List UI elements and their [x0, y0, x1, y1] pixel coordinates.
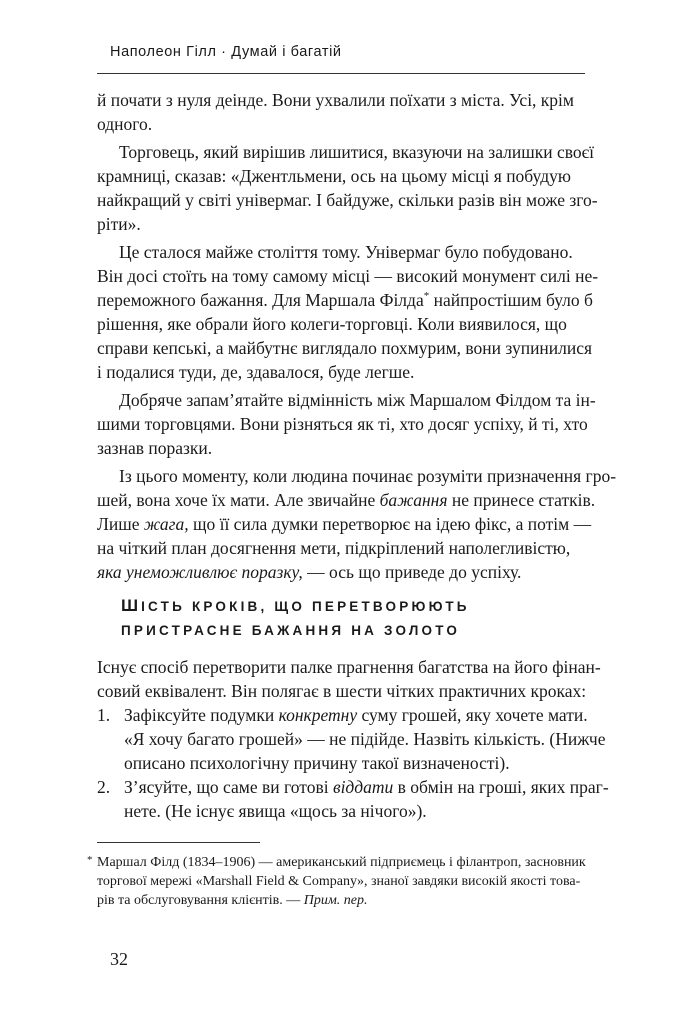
text-line: Він досі стоїть на тому самому місці — високий монумент силі не-	[97, 266, 599, 286]
text-line: рішення, яке обрали його колеги-торговці. Коли виявилося, що	[97, 314, 567, 334]
text-line: Добряче запам’ятайте відмінність між Маршалом Філдом та ін-	[119, 390, 596, 410]
text-segment: найпростішим було б	[433, 290, 593, 310]
text-line: справи кепські, а майбутнє виглядало похмурим, вони зупинилися	[97, 338, 593, 358]
section-heading	[121, 594, 470, 643]
emphasis: бажання	[379, 490, 448, 510]
text-segment: рів та обслуговування клієнтів. —	[97, 893, 301, 908]
running-header: Наполеон Гілл · Думай і багатій	[110, 44, 342, 60]
header-rule	[97, 73, 585, 74]
emphasis: віддати	[332, 777, 394, 797]
text-line	[97, 488, 596, 512]
text-line	[124, 776, 609, 800]
text-line: найкращий у світі універмаг. І байдуже, скільки разів він може зго-	[97, 190, 598, 210]
text-line	[97, 512, 592, 536]
text-segment: суму грошей, яку хочете мати.	[361, 705, 588, 725]
list-number: 2.	[97, 777, 111, 797]
text-line: Це сталося майже століття тому. Універмаг було побудовано.	[119, 242, 573, 262]
list-item	[97, 776, 609, 824]
footnote-rule	[97, 842, 260, 843]
list-item	[97, 704, 606, 776]
footnote-marker: *	[423, 290, 430, 302]
text-line: «Я хочу багато грошей» — не підійде. Назвіть кількість. (Нижче	[124, 729, 606, 749]
text-line: описано психологічну причину такої визначеності).	[124, 753, 510, 773]
text-segment: в обмін на гроші, яких праг-	[397, 777, 609, 797]
text-segment: — ось що приведе до успіху.	[307, 562, 522, 582]
main-text	[97, 88, 617, 584]
section-text	[97, 656, 609, 824]
text-line: шими торговцями. Вони різняться як ті, хто досяг успіху, й ті, хто	[97, 414, 588, 434]
text-line: Торговець, який вирішив лишитися, вказуючи на залишки своєї	[119, 142, 594, 162]
text-segment: Лише	[97, 514, 140, 534]
heading-line: ПРИСТРАСНЕ БАЖАННЯ НА ЗОЛОТО	[121, 623, 461, 638]
emphasis: конкретну	[278, 705, 358, 725]
footnote-line	[97, 891, 597, 910]
text-segment: не принесе статків.	[451, 490, 596, 510]
text-line: крамниці, сказав: «Джентльмени, ось на цьому місці я побудую	[97, 166, 571, 186]
footnote-line: торгової мережі «Marshall Field & Company», знаної завдяки високій якості това-	[97, 874, 581, 889]
text-line: совий еквівалент. Він полягає в шести чітких практичних кроках:	[97, 681, 587, 701]
footnote-line: Маршал Філд (1834–1906) — американський підприємець і філантроп, засновник	[97, 855, 586, 870]
text-line: Із цього моменту, коли людина починає розуміти призначення гро-	[119, 466, 617, 486]
text-segment: що її сила думки перетворює на ідею фікс, а потім —	[192, 514, 592, 534]
text-segment: З’ясуйте, що саме ви готові	[124, 777, 329, 797]
text-line	[97, 288, 593, 312]
list-number: 1.	[97, 705, 111, 725]
text-segment: переможного бажання. Для Маршала Філда	[97, 290, 424, 310]
text-line: ріти».	[97, 214, 141, 234]
heading-initial: Ш	[121, 596, 142, 615]
text-line: і подалися туди, де, здавалося, буде легше.	[97, 362, 415, 382]
text-segment: Зафіксуйте подумки	[124, 705, 275, 725]
heading-text: ІСТЬ КРОКІВ, ЩО ПЕРЕТВОРЮЮТЬ	[141, 599, 470, 614]
text-line: зазнав поразки.	[97, 438, 213, 458]
emphasis: Прим. пер.	[303, 893, 368, 908]
emphasis: жага,	[143, 514, 189, 534]
text-line: й почати з нуля деінде. Вони ухвалили поїхати з міста. Усі, крім	[97, 90, 574, 110]
text-line: Існує спосіб перетворити палке прагнення багатства на його фінан-	[97, 657, 601, 677]
page-number: 32	[110, 949, 128, 969]
footnote-marker: *	[87, 854, 93, 866]
emphasis: яка унеможливлює поразку,	[97, 562, 303, 582]
text-line: нете. (Не існує явища «щось за нічого»).	[124, 801, 427, 821]
text-line	[97, 560, 587, 584]
text-line: на чіткий план досягнення мети, підкріплений наполегливістю,	[97, 538, 571, 558]
heading-line	[121, 594, 470, 619]
text-segment: шей, вона хоче їх мати. Але звичайне	[97, 490, 376, 510]
text-line: одного.	[97, 114, 153, 134]
footnote	[87, 853, 597, 910]
text-line	[124, 704, 587, 728]
